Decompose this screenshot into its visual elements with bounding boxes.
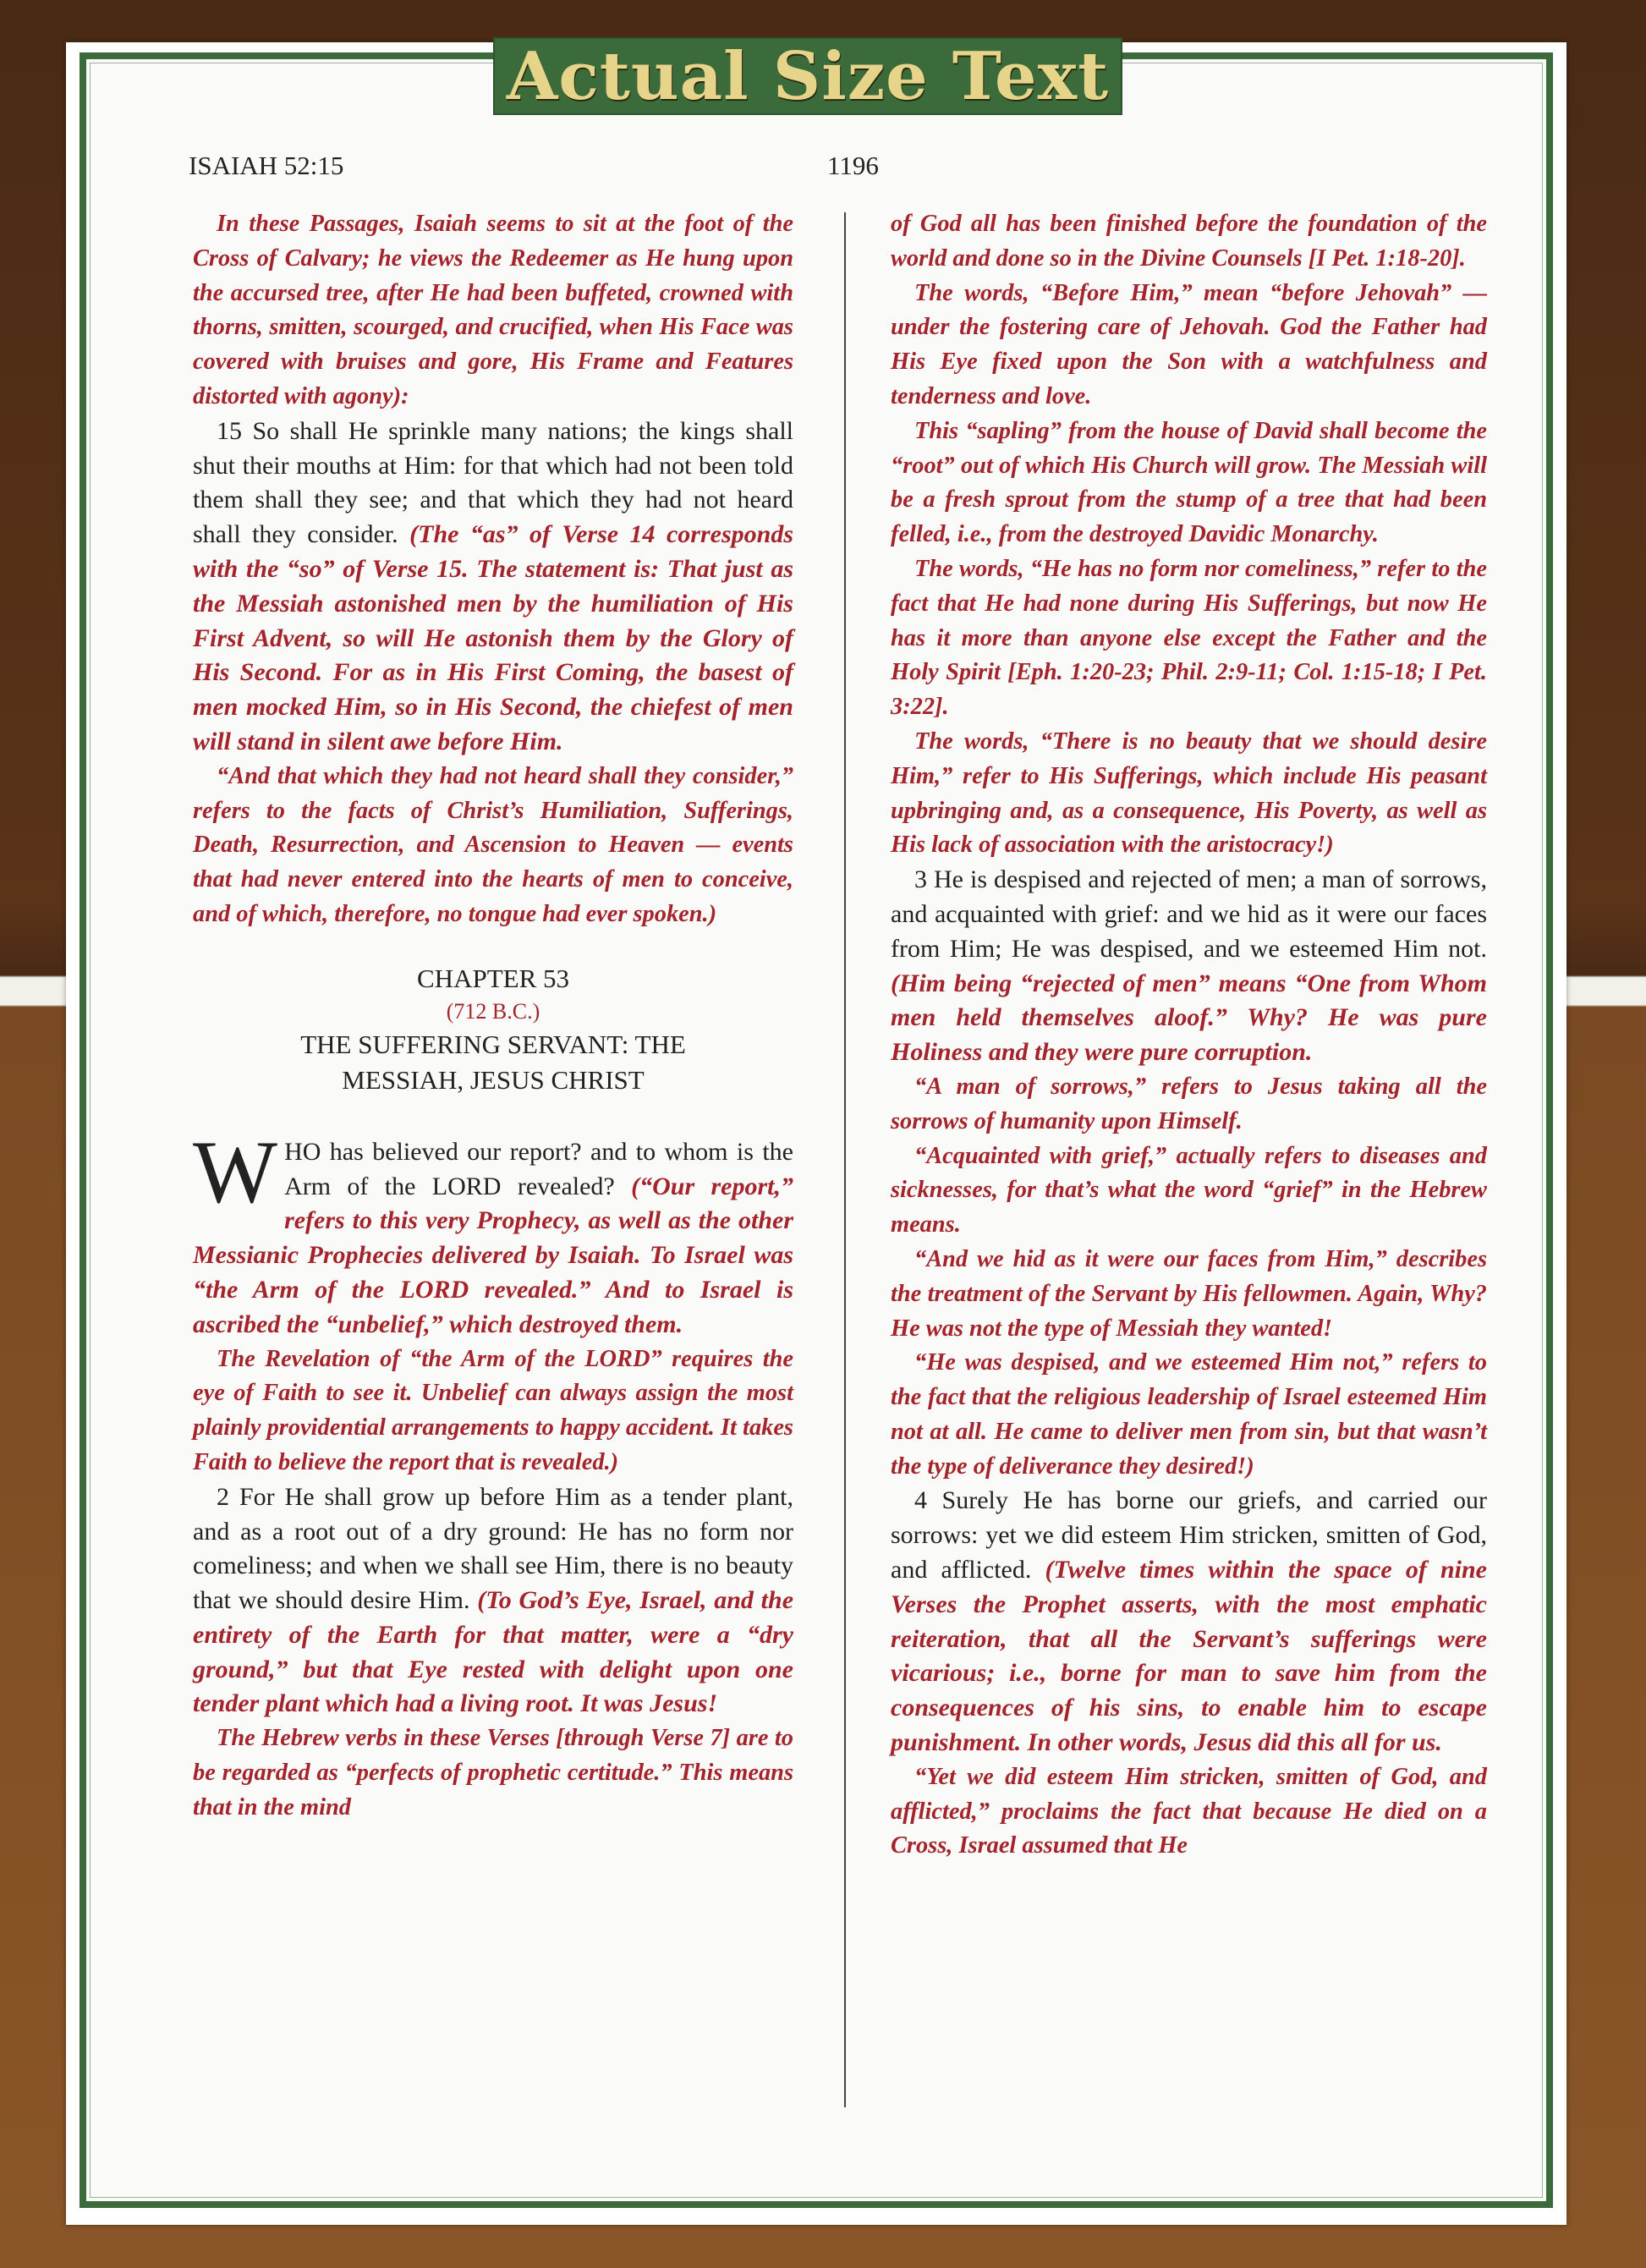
verse-text: HO has believed our report? and to whom is the Arm of the LORD revealed? [284,1137,793,1200]
commentary-paragraph: The Hebrew verbs in these Verses [through Verse 7] are to be regarded as “perfects of prophetic certitude.” This means that in the mind [193,1725,793,1820]
commentary-paragraph: “He was despised, and we esteemed Him not,” refers to the fact that the religious leadership of Israel esteemed Him not at all. He came to deliver men from sin, but that wasn’t the type of deliverance they desired!) [891,1349,1487,1480]
verse-commentary: (The “as” of Verse 14 corresponds with the “so” of Verse 15. The statement is: That just as the Messiah astonished men by the humiliation of His First Advent, so will He astonish them by the Glory of His Second. For as in His First Coming, the basest of men mocked Him, so in His Second, the chiefest of men will stand in silent awe before Him. [193,520,793,755]
chapter-heading [193,961,793,1098]
column-divider [844,212,846,2107]
verse-commentary: (Twelve times within the space of nine Verses the Prophet asserts, with the most emphatic reiteration, that all the Servant’s sufferings were vicarious; i.e., borne for man to save him from the consequences of his sins, to enable him to escape punishment. In other words, Jesus did this all for us. [891,1556,1487,1757]
commentary-paragraph: “And that which they had not heard shall they consider,” refers to the facts of Christ’s Humiliation, Sufferings, Death, Resurrection, and Ascension to Heaven — events that had never entered into the hearts of men to conceive, and of which, therefore, no tongue had ever spoken.) [193,762,793,927]
verse-text: 15 So shall He sprinkle many nations; the kings shall shut their mouths at Him: for that which had not been told them shall they see; and that which they had not heard shall they consider. [193,416,793,549]
verse-commentary: (Him being “rejected of men” means “One from Whom men held themselves aloof.” Why? He was pure Holiness and they were pure corruption. [891,969,1487,1067]
left-column [193,207,793,2178]
commentary-paragraph: “A man of sorrows,” refers to Jesus taking all the sorrows of humanity upon Himself. [891,1073,1487,1134]
verse-1 [193,1122,794,1343]
chapter-subtitle-line-1: THE SUFFERING SERVANT: THE [300,1029,686,1059]
verse-commentary: (To God’s Eye, Israel, and the entirety of the Earth for that matter, were a “dry ground,” but that Eye rested with delight upon one tender plant which had a living root. It was Jesus! [193,1586,794,1718]
verse-2 [193,1480,793,1722]
verse-15 [193,415,793,760]
chapter-title: CHAPTER 53 [417,963,569,993]
actual-size-text-banner [493,37,1122,115]
verse-text: 2 For He shall grow up before Him as a tender plant, and as a root out of a dry ground: He has no form nor comeliness; and when we shall see Him, there is no beauty that we should desire Him. [193,1482,793,1615]
page-card [66,37,1566,2225]
verse-text: 4 Surely He has borne our griefs, and carried our sorrows: yet we did esteem Him stricken, smitten of God, and afflicted. [891,1486,1487,1584]
commentary-paragraph: “Yet we did esteem Him stricken, smitten of God, and afflicted,” proclaims the fact that because He died on a Cross, Israel assumed that He [891,1763,1487,1859]
commentary-paragraph: This “sapling” from the house of David shall become the “root” out of which His Church will grow. The Messiah will be a fresh sprout from the stump of a tree that had been felled, i.e., from the destroyed Davidic Monarchy. [891,417,1487,548]
commentary-paragraph: “And we hid as it were our faces from Him,” describes the treatment of the Servant by His fellowmen. Again, Why? He was not the type of Messiah they wanted! [891,1245,1487,1342]
banner-title: Actual Size Text [506,37,1110,115]
commentary-paragraph: of God all has been finished before the foundation of the world and done so in the Divine Counsels [I Pet. 1:18-20]. [891,211,1487,272]
verse-commentary: (“Our report,” refers to this very Prophecy, as well as the other Messianic Prophecies delivered by Isaiah. To Israel was “the Arm of the LORD revealed.” And to Israel is ascribed the “unbelief,” which destroyed them. [193,1172,794,1338]
commentary-paragraph: The words, “Before Him,” mean “before Jehovah” — under the fostering care of Jehovah. God the Father had His Eye fixed upon the Son with a watchfulness and tenderness and love. [891,279,1487,409]
chapter-date: (712 B.C.) [446,998,540,1024]
page-number: 1196 [827,151,879,180]
commentary-paragraph: The Revelation of “the Arm of the LORD” requires the eye of Faith to see it. Unbelief can always assign the most plainly providential arrangements to happy accident. It takes Faith to believe the report that is revealed.) [193,1345,793,1475]
text-columns [193,207,1512,2170]
verse-text: 3 He is despised and rejected of men; a man of sorrows, and acquainted with grief: and we hid as it were our faces from Him; He was despised, and we esteemed Him not. [891,865,1487,963]
commentary-paragraph: The words, “He has no form nor comeliness,” refer to the fact that He had none during His Sufferings, but now He has it more than anyone else except the Father and the Holy Spirit [Eph. 1:20-23; Phil. 2:9-11; Col. 1:15-18; I Pet. 3:22]. [891,555,1487,721]
commentary-paragraph: The words, “There is no beauty that we should desire Him,” refer to His Sufferings, which include His peasant upbringing and, as a consequence, His Poverty, as well as His lack of association with the aristocracy!) [891,728,1487,859]
verse-4 [891,1484,1487,1760]
right-column [891,207,1487,2178]
chapter-subtitle-line-2: MESSIAH, JESUS CHRIST [342,1064,645,1095]
drop-cap: W [193,1122,278,1222]
commentary-paragraph: In these Passages, Isaiah seems to sit at the foot of the Cross of Calvary; he views the Redeemer as He hung upon the accursed tree, after He had been buffeted, crowned with thorns, smitten, scourged, and crucified, when His Face was covered with bruises and gore, His Frame and Features distorted with agony): [193,211,793,409]
running-head [66,151,1566,184]
verse-3 [891,863,1487,1070]
scripture-reference: ISAIAH 52:15 [189,151,344,180]
commentary-paragraph: “Acquainted with grief,” actually refers to diseases and sicknesses, for that’s what the word “grief” in the Hebrew means. [891,1142,1487,1238]
